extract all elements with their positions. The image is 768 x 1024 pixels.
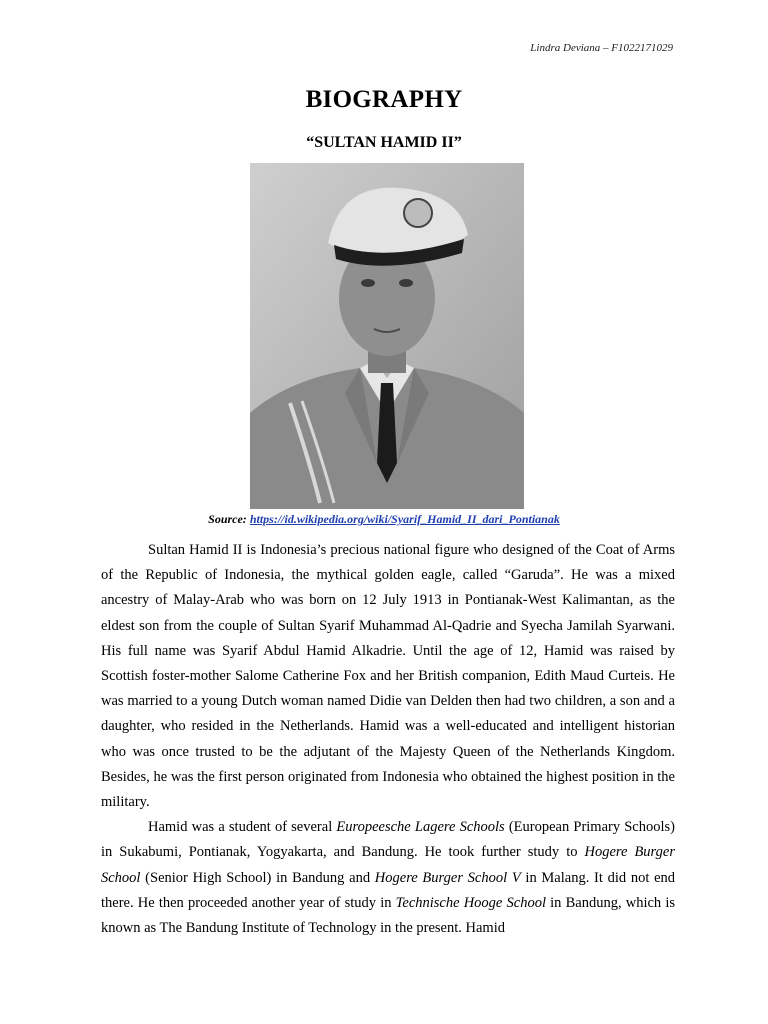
portrait-photo — [250, 163, 524, 509]
paragraph-2 — [101, 815, 675, 941]
portrait-illustration — [250, 163, 524, 509]
paragraph-2-text-2: (European Primary Schools) in Sukabumi, Pontianak, Yogyakarta, and Bandung. He took further study to — [101, 819, 675, 861]
school-name-technical: Technische Hooge School — [395, 894, 546, 911]
header-author: Lindra Deviana – F1022171029 — [530, 42, 673, 54]
photo-caption — [0, 512, 768, 527]
paragraph-2-text-3: (Senior High School) in Bandung and — [140, 869, 375, 886]
source-link[interactable]: https://id.wikipedia.org/wiki/Syarif_Hamid_II_dari_Pontianak — [249, 512, 560, 526]
paragraph-2-text-4: in Malang. It did not end there. He then proceeded another year of study in — [101, 869, 676, 911]
body-text — [101, 538, 675, 941]
caption-label: Source: — [208, 512, 247, 526]
paragraph-2-text-5: in Bandung, which is known as The Bandung Institute of Technology in the present. Hamid — [101, 894, 675, 937]
page-title: BIOGRAPHY — [305, 86, 463, 113]
paragraph-1: Sultan Hamid II is Indonesia’s precious national figure who designed of the Coat of Arms of the Republic of Indonesia, the mythical golden eagle, called “Garuda”. He was a mixed ancestry of Malay-Arab who was born on 12 July 1913 in Pontianak-West Kalimantan, as the eldest son from the couple of Sultan Syarif Muhammad Al-Qadrie and Syecha Jamilah Syarwani. His full name was Syarif Abdul Hamid Alkadrie. Until the age of 12, Hamid was raised by Scottish foster-mother Salome Catherine Fox and her British companion, Edith Maud Curteis. He was married to a young Dutch woman named Didie van Delden then had two children, a son and a daughter, who resided in the Netherlands. Hamid was a well-educated and intelligent historian who was once trusted to be the adjutant of the Majesty Queen of the Netherlands Kingdom. Besides, he was the first person originated from Indonesia who obtained the highest position in the military. — [101, 542, 675, 811]
school-name-senior-high-v: Hogere Burger School V — [374, 869, 521, 886]
page-subtitle: “SULTAN HAMID II” — [306, 134, 462, 151]
paragraph-2-text-1: Hamid was a student of several — [148, 819, 337, 836]
school-name-senior-high: Hogere Burger School — [101, 844, 675, 886]
school-name-elementary: Europeesche Lagere Schools — [336, 819, 505, 836]
